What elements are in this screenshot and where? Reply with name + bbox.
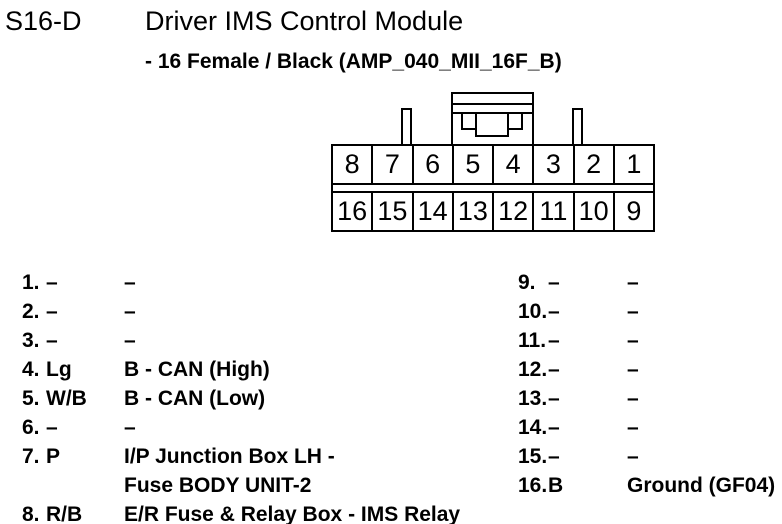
- pin-row: [0, 384, 782, 413]
- pin-wire-color: –: [548, 329, 560, 352]
- pin-number: 13.: [518, 387, 548, 410]
- pin-wire-color: R/B: [46, 503, 83, 524]
- connector-pin-cell: 2: [575, 146, 615, 183]
- connector-pin-cell: 14: [414, 193, 454, 230]
- pin-description: –: [627, 271, 639, 294]
- pin-description: I/P Junction Box LH -: [124, 445, 335, 468]
- pin-description: E/R Fuse & Relay Box - IMS Relay: [124, 503, 461, 524]
- pin-description: –: [124, 329, 136, 352]
- pin-number: 15.: [518, 445, 548, 468]
- pin-number: 5.: [22, 387, 40, 410]
- pin-wire-color: Lg: [46, 358, 72, 381]
- connector-code: S16-D: [5, 6, 82, 36]
- pin-row: [0, 355, 782, 384]
- pin-description: B - CAN (High): [124, 358, 270, 381]
- pin-number: 2.: [22, 300, 40, 323]
- left-key-tab: [402, 109, 411, 145]
- pin-number: 4.: [22, 358, 40, 381]
- connector-pin-cell: 9: [626, 196, 642, 226]
- connector-bottom-row: [333, 193, 653, 230]
- pin-wire-color: –: [548, 271, 560, 294]
- connector-pin-cell: 15: [373, 193, 413, 230]
- connector-pin-cell: 6: [414, 146, 454, 183]
- pin-wire-color: –: [548, 387, 560, 410]
- pin-row: [0, 500, 782, 524]
- pin-number: 14.: [518, 416, 548, 439]
- pin-row: [0, 413, 782, 442]
- pin-number: 12.: [518, 358, 548, 381]
- page-title: Driver IMS Control Module: [145, 6, 464, 36]
- pin-wire-color: –: [548, 445, 560, 468]
- pin-number: 8.: [22, 503, 40, 524]
- pin-number: 1.: [22, 271, 40, 294]
- pin-description: Fuse BODY UNIT-2: [124, 474, 312, 497]
- connector-top-row: [333, 146, 653, 185]
- latch-housing: [452, 93, 533, 145]
- connector-pin-cell: 8: [333, 146, 373, 183]
- connector-pin-cell: 1: [626, 149, 642, 179]
- pin-wire-color: P: [46, 445, 61, 468]
- connector-pin-cell: 4: [494, 146, 534, 183]
- pin-description: –: [627, 445, 639, 468]
- connector-diagram: [331, 144, 655, 232]
- pin-description: –: [124, 271, 136, 294]
- pin-wire-color: –: [46, 300, 58, 323]
- pin-wire-color: –: [548, 300, 560, 323]
- pin-row: [0, 326, 782, 355]
- pin-number: 11.: [518, 329, 547, 352]
- connector-pin-cell: 10: [575, 193, 615, 230]
- pin-wire-color: W/B: [46, 387, 87, 410]
- connector-pin-cell: 7: [373, 146, 413, 183]
- pin-description: –: [124, 300, 136, 323]
- pin-description: –: [627, 358, 639, 381]
- pin-description: B - CAN (Low): [124, 387, 266, 410]
- pin-wire-color: –: [46, 329, 58, 352]
- pin-number: 10.: [518, 300, 548, 323]
- pin-row: [0, 297, 782, 326]
- right-key-tab: [573, 109, 582, 145]
- pin-number: 9.: [518, 271, 536, 294]
- pin-description: –: [627, 416, 639, 439]
- connector-pin-cell: 5: [454, 146, 494, 183]
- pin-number: 3.: [22, 329, 40, 352]
- connector-subtitle: - 16 Female / Black (AMP_040_MII_16F_B): [145, 50, 562, 73]
- connector-pin-cell: 16: [333, 193, 373, 230]
- connector-pin-cell: 3: [534, 146, 574, 183]
- connector-divider: [333, 185, 653, 193]
- pin-description: –: [124, 416, 136, 439]
- pin-description: Ground (GF04): [627, 474, 776, 497]
- pin-wire-color: –: [46, 271, 58, 294]
- pin-description: –: [627, 387, 639, 410]
- pin-wire-color: –: [548, 416, 560, 439]
- connector-lock-icon: [393, 89, 593, 146]
- pin-wire-color: –: [548, 358, 560, 381]
- pin-row: [0, 471, 782, 500]
- pin-wire-color: B: [548, 474, 564, 497]
- connector-pin-cell: 12: [494, 193, 534, 230]
- pin-description: –: [627, 300, 639, 323]
- pin-number: 7.: [22, 445, 40, 468]
- connector-pin-cell: 11: [534, 193, 574, 230]
- pin-row: [0, 268, 782, 297]
- pin-description: –: [627, 329, 639, 352]
- pin-number: 6.: [22, 416, 40, 439]
- pin-row: [0, 442, 782, 471]
- pin-number: 16.: [518, 474, 548, 497]
- connector-pin-cell: 13: [454, 193, 494, 230]
- pin-wire-color: –: [46, 416, 58, 439]
